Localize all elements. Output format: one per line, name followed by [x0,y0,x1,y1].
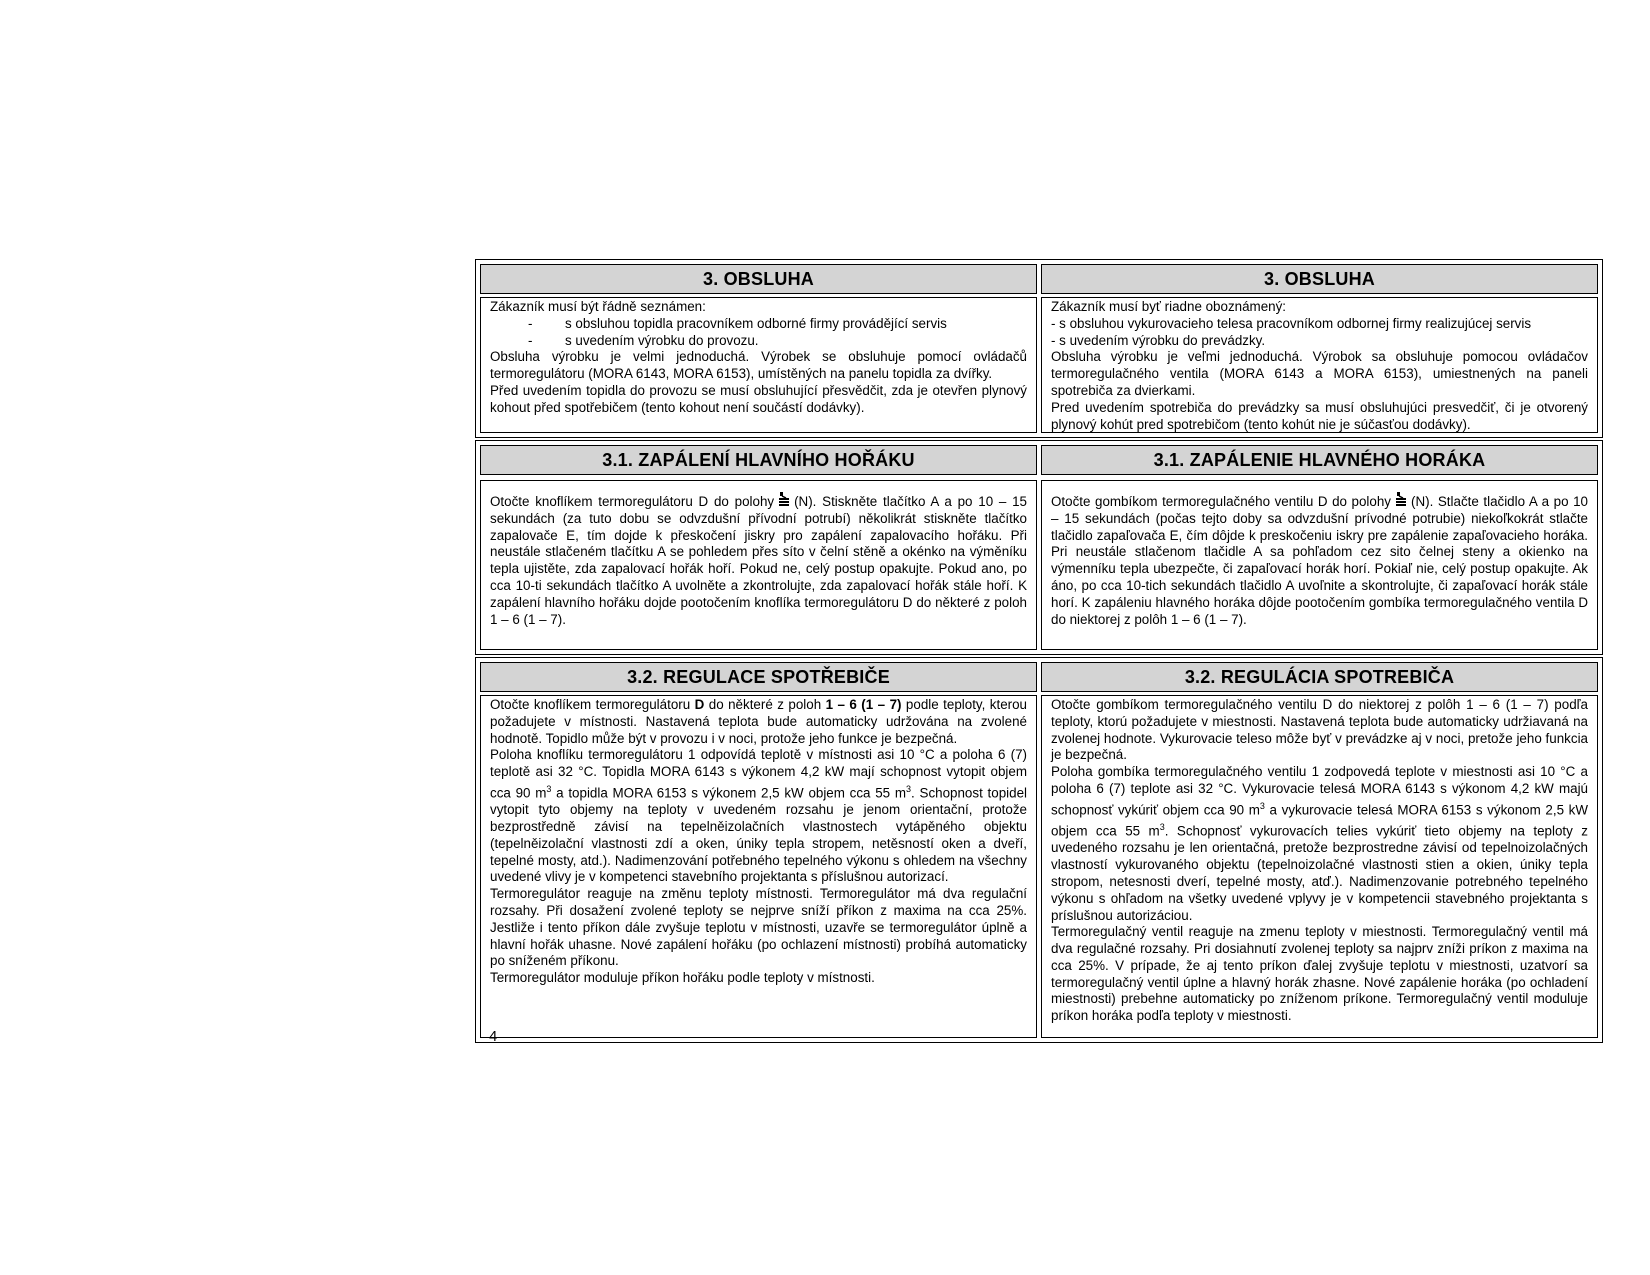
cz-text-regulace [480,695,1037,1038]
cubic-superscript: 3 [906,783,912,794]
sk-reg-p2-c: . Schopnosť vykurovacích telies vykúriť tieto objemy na teploty z uvedeného rozsahu je len orientačná, pretože bezprostredne závisí od tepelnoizolačných vlastností vykurovaného objektu (tepelnoizolačné vlastnosti stien a okien, úniky tepla stropom, netesnosti dverí, tepelné mosty, atď.). Nadimenzovanie potrebného tepelného výkonu s ohľadom na všetky uvedené vplyvy je v kompetencii stavebného projektanta s príslušnou autorizáciou. [1051,823,1588,923]
burner-position-icon [777,491,791,509]
cubic-superscript: 3 [1259,800,1265,811]
sk-text-zapaleni [1041,480,1598,650]
cz-regulace-p3: Termoregulátor reaguje na změnu teploty místnosti. Termoregulátor má dva regulační rozsahy. Při dosažení zvolené teploty se nejprve sníží příkon z maxima na cca 25%. Jestliže i tento příkon dále zvyšuje teplotu v místnosti, uzavře se termoregulátor úplně a hlavní hořák uhasne. Nové zapálení hořáku (po ochlazení místnosti) probíhá automaticky po sníženém příkonu. Termoregulátor moduluje příkon hořáku podle teploty v místnosti. [490,886,1027,986]
section-zapaleni [475,440,1603,655]
cz-bullet-1-text: s obsluhou topidla pracovníkem odborné firmy provádějící servis [565,315,947,331]
cz-reg-p1-bold-d: D [694,697,705,712]
sk-heading-zapaleni: 3.1. ZAPÁLENIE HLAVNÉHO HORÁKA [1041,445,1598,475]
cz-reg-p2-a: Poloha knoflíku termoregulátoru 1 odpovídá teplotě v místnosti asi 10 °C a poloha 6 (7) teplotě asi 32 °C. Topidla MORA 6143 s výkonem 4,2 kW mají schopnost vytopit objem cca 90 m [490,747,1027,801]
sk-heading-regulace: 3.2. REGULÁCIA SPOTREBIČA [1041,662,1598,692]
cz-reg-p1-c: do některé z poloh [704,697,826,712]
sk-regulace-p1: Otočte gombíkom termoregulačného ventilu D do niektorej z polôh 1 – 6 (1 – 7) podľa teploty, ktorú požadujete v miestnosti. Nastavená teplota bude automaticky udržiavaná na zvolenej hodnote. Vykurovacie teleso môže byť v prevádzke aj v noci, pretože jeho funkcia je bezpečná. [1051,697,1588,763]
cz-text-obsluha [480,297,1037,433]
cubic-superscript: 3 [546,783,552,794]
cz-text-zapaleni [480,480,1037,650]
sk-text-regulace [1041,695,1598,1038]
manual-page [475,259,1603,1043]
bullet-dash: - [528,315,533,331]
cz-heading-regulace: 3.2. REGULACE SPOTŘEBIČE [480,662,1037,692]
cz-reg-p1-e: podle teploty, kterou požadujete v místnosti. Nastavená teplota bude automaticky udržována na zvolené hodnotě. Topidlo může být v provozu i v noci, protože jeho funkce je bezpečná. [490,697,1028,746]
cubic-superscript: 3 [1159,822,1165,833]
cz-regulace-p2 [490,747,1027,886]
cz-reg-p2-c: . Schopnost topidel vytopit tyto objemy na teploty v uvedeném rozsahu je jenom orientační, protože bezprostředně závisí na tepelněizolačních vlastnostech vytápěného objektu (tepelněizolační vlastnosti zdí a oken, úniky tepla stropem, netěsností oken a dveří, tepelné mosty, atd.). Nadimenzování potřebného tepelného výkonu s ohledem na všechny uvedené vlivy je v kompetenci stavebního projektanta s příslušnou autorizací. [490,785,1027,885]
cz-reg-p1-bold-range: 1 – 6 (1 – 7) [825,697,902,712]
sk-reg-p2-b: a vykurovacie telesá MORA 6153 s výkonom 2,5 kW objem cca 55 m [1051,802,1588,839]
cz-reg-p2-b: a topidla MORA 6153 s výkonem 2,5 kW objem cca 55 m [551,785,907,801]
cz-bullet-1 [490,316,1027,333]
cz-zapaleni-pre: Otočte knoflíkem termoregulátoru D do polohy [490,494,775,509]
cz-heading-zapaleni: 3.1. ZAPÁLENÍ HLAVNÍHO HOŘÁKU [480,445,1037,475]
cz-bullet-2 [490,333,1027,350]
cz-heading-obsluha: 3. OBSLUHA [480,264,1037,294]
cz-regulace-p1 [490,697,1027,747]
sk-heading-obsluha: 3. OBSLUHA [1041,264,1598,294]
cz-intro: Zákazník musí být řádně seznámen: [490,299,706,314]
burner-position-icon [1394,491,1408,509]
sk-reg-p2-a: Poloha gombíka termoregulačného ventilu 1 zodpovedá teplote v miestnosti asi 10 °C a poloha 6 (7) teplote asi 32 °C. Vykurovacie telesá MORA 6143 s výkonom 4,2 kW majú schopnosť vykúriť objem cca 90 m [1051,764,1588,818]
cz-reg-p1-a: Otočte knoflíkem termoregulátoru [490,697,695,712]
sk-zapaleni-pre: Otočte gombíkom termoregulačného ventilu D do polohy [1051,494,1391,509]
sk-regulace-p3: Termoregulačný ventil reaguje na zmenu teploty v miestnosti. Termoregulačný ventil má dva regulačné rozsahy. Pri dosiahnutí zvolenej teploty sa najprv zníži príkon z maxima na cca 25%. V prípade, že aj tento príkon ďalej zvyšuje teplotu v miestnosti, uzatvorí sa termoregulačný ventil úplne a hlavný horák zhasne. Nové zapálenie horáka (po ochladení miestnosti) prebehne automaticky po zníženom príkone. Termoregulačný ventil moduluje príkon horáka podľa teploty v miestnosti. [1051,924,1588,1024]
section-obsluha [475,259,1603,438]
section-regulace [475,657,1603,1043]
sk-regulace-p2 [1051,764,1588,924]
cz-zapaleni-post: (N). Stiskněte tlačítko A a po 10 – 15 sekundách (za tuto dobu se odvzdušní přívodní potrubí) několikrát stiskněte tlačítko zapalovače E, tím dojde k přeskočení jiskry pro zapálení zapalovacího hořáku. Při neustále stlačeném tlačítku A se pohledem přes síto v čelní stěně a okénko na výměníku tepla ujistěte, zda zapalovací hořák hoří. Pokud ne, celý postup opakujte. Pokud ano, po cca 10-ti sekundách tlačítko A uvolněte a zkontrolujte, zda zapalovací hořák stále hoří. K zapálení hlavního hořáku dojde pootočením knoflíka termoregulátoru D do některé z poloh 1 – 6 (1 – 7). [490,494,1027,627]
page-number: 4 [489,1028,498,1045]
cz-bullet-2-text: s uvedením výrobku do provozu. [565,332,759,348]
cz-body-obsluha: Obsluha výrobku je velmi jednoduchá. Výrobek se obsluhuje pomocí ovládačů termoregulátoru (MORA 6143, MORA 6153), umístěných na panelu topidla za dvířky. Před uvedením topidla do provozu se musí obsluhující přesvědčit, zda je otevřen plynový kohout před spotřebičem (tento kohout není součástí dodávky). [490,349,1027,415]
bullet-dash: - [528,332,533,348]
sk-text-obsluha: Zákazník musí byť riadne oboznámený: - s obsluhou vykurovacieho telesa pracovníkom odbornej firmy realizujúcej servis - s uvedením výrobku do prevádzky. Obsluha výrobku je veľmi jednoduchá. Výrobok sa obsluhuje pomocou ovládačov termoregulačného ventila (MORA 6143 a MORA 6153), umiestnených na paneli spotrebiča za dvierkami. Pred uvedením spotrebiča do prevádzky sa musí obsluhujúci presvedčiť, či je otvorený plynový kohút pred spotrebičom (tento kohút nie je súčasťou dodávky). [1041,297,1598,433]
sk-zapaleni-post: (N). Stlačte tlačidlo A a po 10 – 15 sekundách (počas tejto doby sa odvzdušní prívodné potrubie) niekoľkokrát stlačte tlačidlo zapaľovača E, čím dôjde k preskočeniu iskry pre zapálenie zapaľovacieho horáka. Pri neustále stlačenom tlačidle A sa pohľadom cez sito čelnej steny a okienko na výmenníku tepla ubezpečte, či zapaľovací horák horí. Pokiaľ nie, celý postup opakujte. Ak áno, po cca 10-tich sekundách tlačidlo A uvoľnite a skontrolujte, či zapaľovací horák stále horí. K zapáleniu hlavného horáka dôjde pootočením gombíka termoregulačného ventila D do niektorej z polôh 1 – 6 (1 – 7). [1051,494,1588,627]
